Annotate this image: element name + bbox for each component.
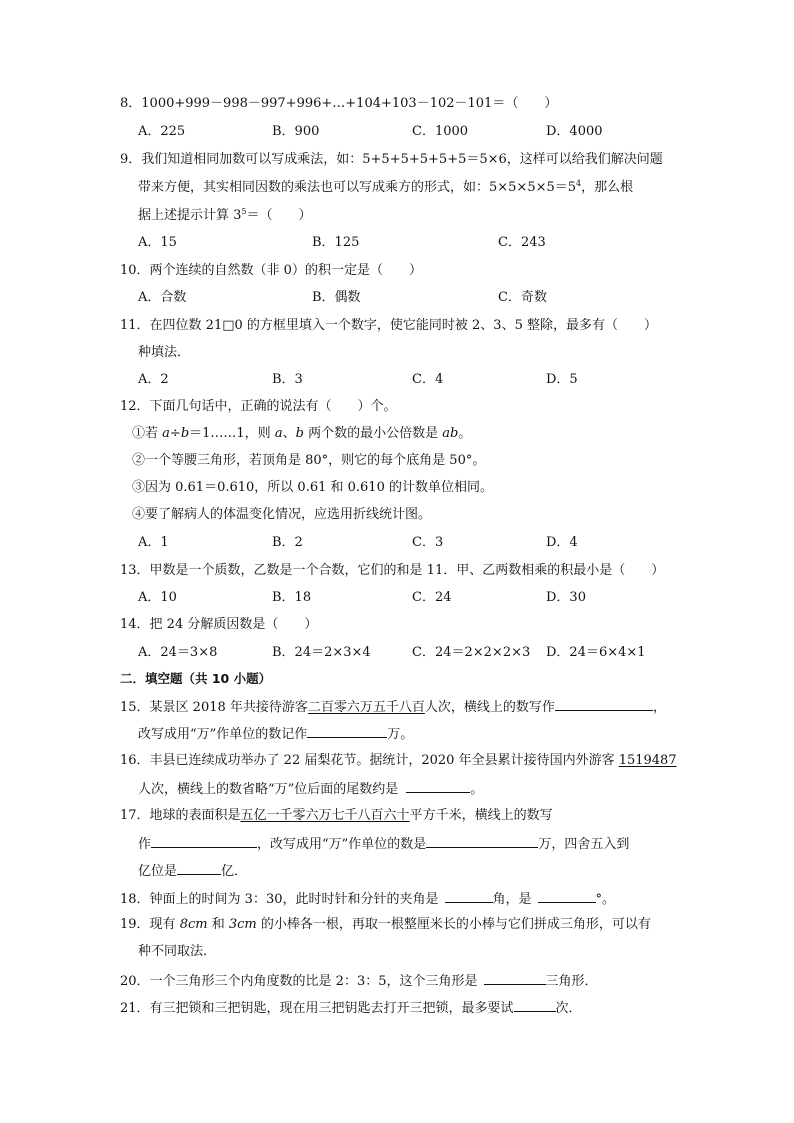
question-11-line-2: 种填法． [138, 345, 191, 360]
q12-option-b: B．2 [272, 535, 303, 550]
q11-option-d: D．5 [546, 372, 578, 387]
underlined-number: 五亿一千零六万七千八百六十 [240, 808, 410, 823]
question-19-line-1: 19．现有 8cm 和 3cm 的小棒各一根，再取一根整厘米长的小棒与它们拼成三角形，可以有 [120, 917, 651, 932]
q13-option-c: C．24 [412, 590, 452, 605]
underlined-number: 1519487 [618, 753, 677, 768]
question-19-line-2: 种不同取法． [138, 944, 217, 959]
question-17-line-3: 亿位是 亿． [138, 860, 247, 882]
q8-option-c: C．1000 [412, 124, 469, 139]
question-13: 13．甲数是一个质数，乙数是一个合数，它们的和是 11．甲、乙两数相乘的积最小是（ ） [120, 563, 665, 578]
q14-option-d: D．24＝6×4×1 [546, 645, 646, 660]
q12-statement-1: ①若 a÷b＝1……1，则 a、b 两个数的最小公倍数是 ab。 [132, 426, 472, 441]
answer-blank[interactable] [445, 888, 493, 903]
q11-option-b: B．3 [272, 372, 303, 387]
q12-statement-3: ③因为 0.61＝0.610，所以 0.61 和 0.610 的计数单位相同。 [132, 480, 493, 495]
answer-blank[interactable] [177, 860, 221, 875]
question-16-line-2: 人次，横线上的数省略“万”位后面的尾数约是 。 [138, 778, 483, 800]
q12-option-c: C．3 [412, 535, 444, 550]
answer-blank[interactable] [555, 696, 653, 711]
question-21: 21．有三把锁和三把钥匙，现在用三把钥匙去打开三把锁，最多要试 次． [120, 997, 582, 1019]
section-title-fill-in: 二．填空题（共 10 小题） [120, 671, 272, 686]
answer-blank[interactable] [406, 778, 470, 793]
question-8 [120, 94, 557, 114]
question-15-line-1: 15．某景区 2018 年共接待游客二百零六万五千八百人次，横线上的数写作 ， [120, 696, 666, 718]
q14-option-b: B．24＝2×3×4 [272, 645, 371, 660]
q12-statement-4: ④要了解病人的体温变化情况，应选用折线统计图。 [132, 507, 432, 522]
answer-blank[interactable] [426, 833, 538, 848]
question-11-line-1: 11．在四位数 21□0 的方框里填入一个数字，使它能同时被 2、3、5 整除，最多有（ ） [120, 318, 657, 333]
q13-option-a: A．10 [138, 590, 177, 605]
q8-option-a: A．225 [138, 124, 186, 139]
question-16-line-1: 16．丰县已连续成功举办了 22 届梨花节。据统计，2020 年全县累计接待国内外游客 1519487 [120, 753, 677, 768]
q9-option-a: A．15 [138, 235, 177, 250]
q8-option-d: D．4000 [546, 124, 603, 139]
q11-option-a: A．2 [138, 372, 169, 387]
question-20: 20．一个三角形三个内角度数的比是 2：3：5，这个三角形是 三角形． [120, 970, 598, 992]
answer-blank[interactable] [307, 723, 387, 738]
answer-blank[interactable] [514, 997, 556, 1012]
question-10: 10．两个连续的自然数（非 0）的积一定是（ ） [120, 263, 422, 278]
question-8-stem: 8．1000+999－998－997+996+…+104+103－102－101＝（ ） [120, 96, 558, 111]
q14-option-a: A．24＝3×8 [138, 645, 218, 660]
underlined-number: 二百零六万五千八百 [307, 700, 425, 715]
q10-option-c: C．奇数 [498, 290, 547, 305]
q8-option-b: B．900 [272, 124, 320, 139]
question-14: 14．把 24 分解质因数是（ ） [120, 617, 318, 632]
answer-blank[interactable] [538, 888, 596, 903]
question-9-line-1: 9．我们知道相同加数可以写成乘法，如：5+5+5+5+5+5＝5×6，这样可以给我们解决问题 [120, 152, 663, 167]
question-17-line-2: 作 ，改写成用“万”作单位的数是 万，四舍五入到 [138, 833, 629, 855]
question-12: 12．下面几句话中，正确的说法有（ ）个。 [120, 399, 397, 414]
question-9-line-3: 据上述提示计算 $3^5=$（ ） [138, 207, 312, 223]
answer-blank[interactable] [151, 833, 257, 848]
q9-option-c: C．243 [498, 235, 546, 250]
question-17-line-1: 17．地球的表面积是五亿一千零六万七千八百六十平方千米，横线上的数写 [120, 808, 553, 823]
question-15-line-2: 改写成用“万”作单位的数记作 万。 [138, 723, 413, 745]
q12-option-d: D．4 [546, 535, 578, 550]
answer-blank[interactable] [484, 970, 546, 985]
q13-option-d: D．30 [546, 590, 586, 605]
question-9-line-2: 带来方便，其实相同因数的乘法也可以写成乘方的形式，如：$5\times 5\times 5\times 5=5^4$，那么根 [138, 179, 634, 195]
q10-option-a: A．合数 [138, 290, 187, 305]
q11-option-c: C．4 [412, 372, 444, 387]
q10-option-b: B．偶数 [312, 290, 361, 305]
q9-option-b: B．125 [312, 235, 360, 250]
q12-option-a: A．1 [138, 535, 169, 550]
q13-option-b: B．18 [272, 590, 312, 605]
q12-statement-2: ②一个等腰三角形，若顶角是 80°，则它的每个底角是 50°。 [132, 453, 486, 468]
q14-option-c: C．24＝2×2×2×3 [412, 645, 531, 660]
question-18: 18．钟面上的时间为 3：30，此时时针和分针的夹角是 角，是 °。 [120, 888, 615, 910]
